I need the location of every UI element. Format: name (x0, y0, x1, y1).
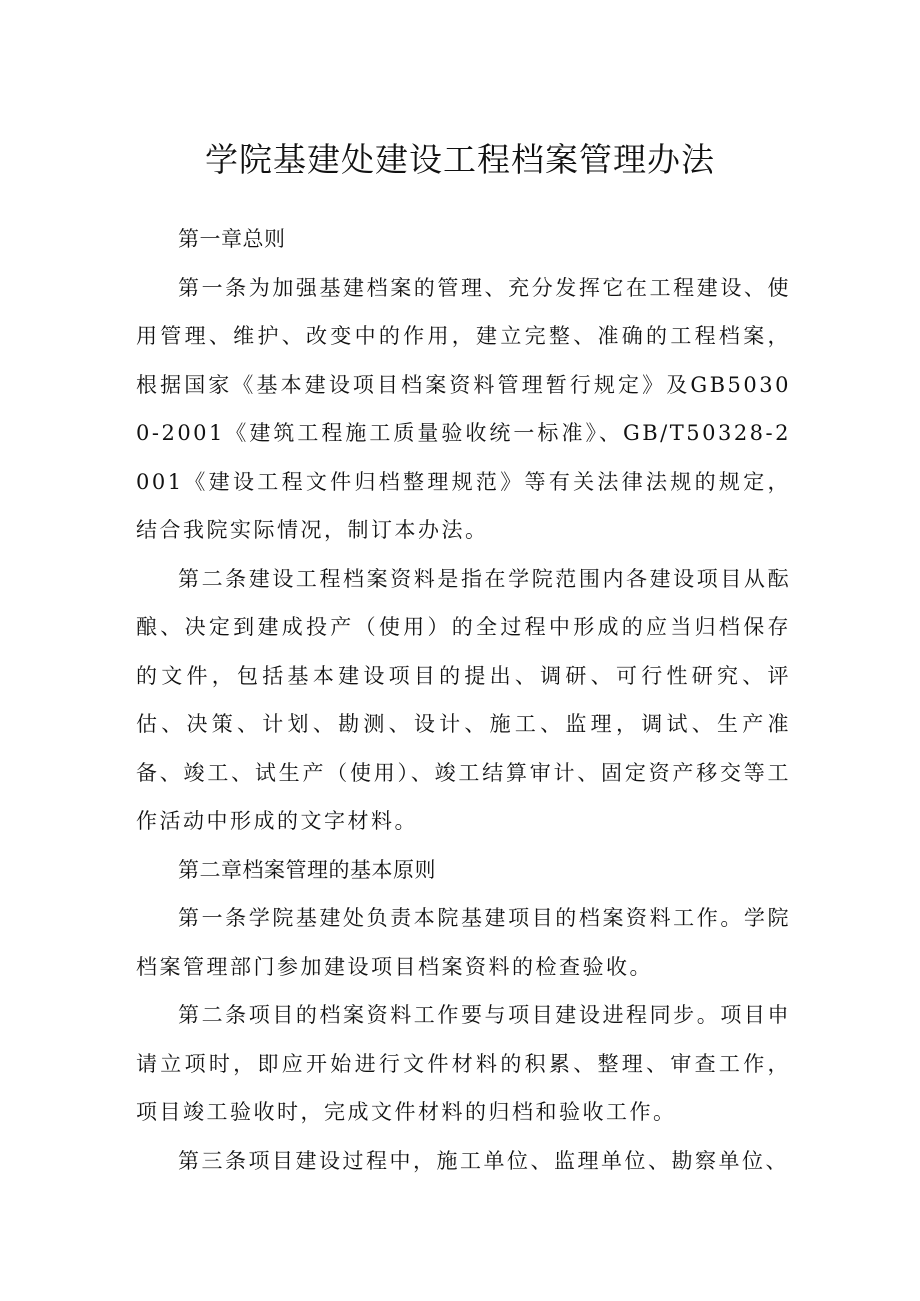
article-paragraph: 第一条为加强基建档案的管理、充分发挥它在工程建设、使用管理、维护、改变中的作用，建立完整、准确的工程档案，根据国家《基本建设项目档案资料管理暂行规定》及GB50300-2001《建筑工程施工质量验收统一标准》、GB/T50328-2001《建设工程文件归档整理规范》等有关法律法规的规定，结合我院实际情况，制订本办法。 (136, 275, 791, 542)
article-paragraph: 第二条项目的档案资料工作要与项目建设进程同步。项目申请立项时，即应开始进行文件材料的积累、整理、审查工作，项目竣工验收时，完成文件材料的归档和验收工作。 (136, 1003, 791, 1124)
document-body (136, 215, 791, 1185)
document-title: 学院基建处建设工程档案管理办法 (205, 140, 715, 179)
article-paragraph: 第一条学院基建处负责本院基建项目的档案资料工作。学院档案管理部门参加建设项目档案资料的检查验收。 (136, 906, 791, 979)
chapter-heading: 第一章总则 (178, 227, 286, 251)
article-paragraph: 第二条建设工程档案资料是指在学院范围内各建设项目从酝酿、决定到建成投产（使用）的全过程中形成的应当归档保存的文件，包括基本建设项目的提出、调研、可行性研究、评估、决策、计划、勘测、设计、施工、监理，调试、生产准备、竣工、试生产（使用）、竣工结算审计、固定资产移交等工作活动中形成的文字材料。 (136, 566, 791, 833)
chapter-heading: 第二章档案管理的基本原则 (178, 857, 436, 882)
article-paragraph: 第三条项目建设过程中，施工单位、监理单位、勘察单位、 (178, 1148, 789, 1173)
